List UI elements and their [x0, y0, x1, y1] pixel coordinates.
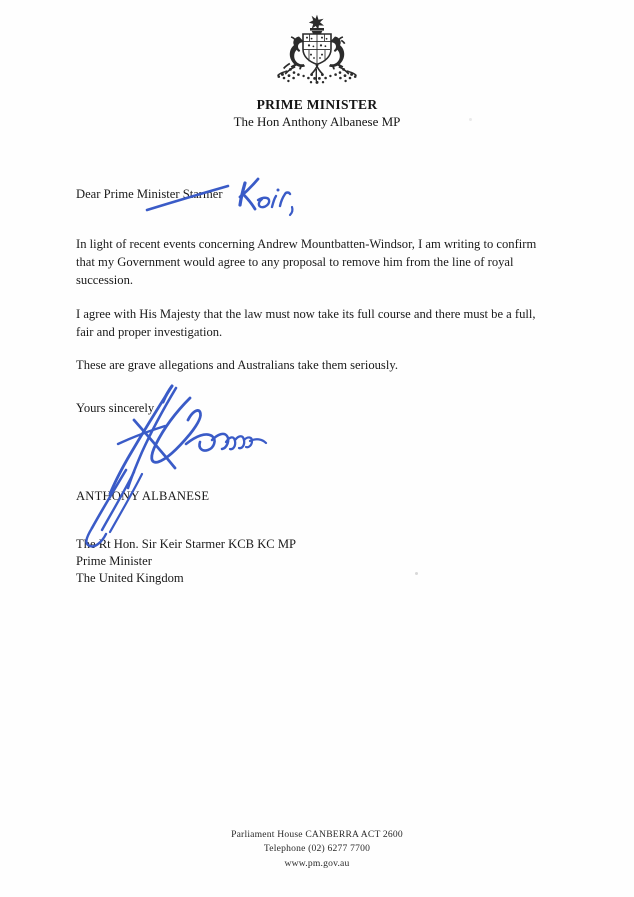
body-paragraph-1: In light of recent events concerning Andrew Mountbatten-Windsor, I am writing to confirm that my Government would agree to any proposal to remove him from the line of royal succession. — [76, 237, 537, 287]
letter-content — [76, 186, 556, 586]
scan-speck — [415, 572, 418, 575]
addressee-line-2: Prime Minister — [76, 553, 152, 568]
salutation-struck-name: Starmer — [182, 187, 223, 201]
footer-address: Parliament House CANBERRA ACT 2600 — [231, 828, 403, 840]
body-paragraph-3: These are grave allegations and Australians take them seriously. — [76, 358, 398, 373]
letterhead — [0, 14, 634, 130]
signoff-text: Yours sincerely — [76, 401, 155, 416]
footer-telephone: Telephone (02) 6277 7700 — [263, 843, 371, 855]
addressee-line-1: The Rt Hon. Sir Keir Starmer KCB KC MP — [76, 537, 297, 552]
australian-coat-of-arms-icon — [265, 14, 369, 90]
letterhead-title: PRIME MINISTER — [256, 97, 378, 112]
salutation-greeting: Dear Prime Minister — [76, 187, 180, 201]
letter-footer — [0, 828, 634, 871]
printed-signer-name: ANTHONY ALBANESE — [76, 489, 210, 504]
salutation-line — [76, 186, 556, 212]
addressee-block — [76, 536, 556, 586]
footer-website: www.pm.gov.au — [284, 857, 350, 869]
letterhead-subtitle: The Hon Anthony Albanese MP — [233, 113, 401, 129]
body-paragraph-2: I agree with His Majesty that the law must now take its full course and there must be a full, fair and proper investigation. — [76, 306, 536, 339]
addressee-line-3: The United Kingdom — [76, 570, 184, 585]
scan-speck — [469, 118, 472, 121]
